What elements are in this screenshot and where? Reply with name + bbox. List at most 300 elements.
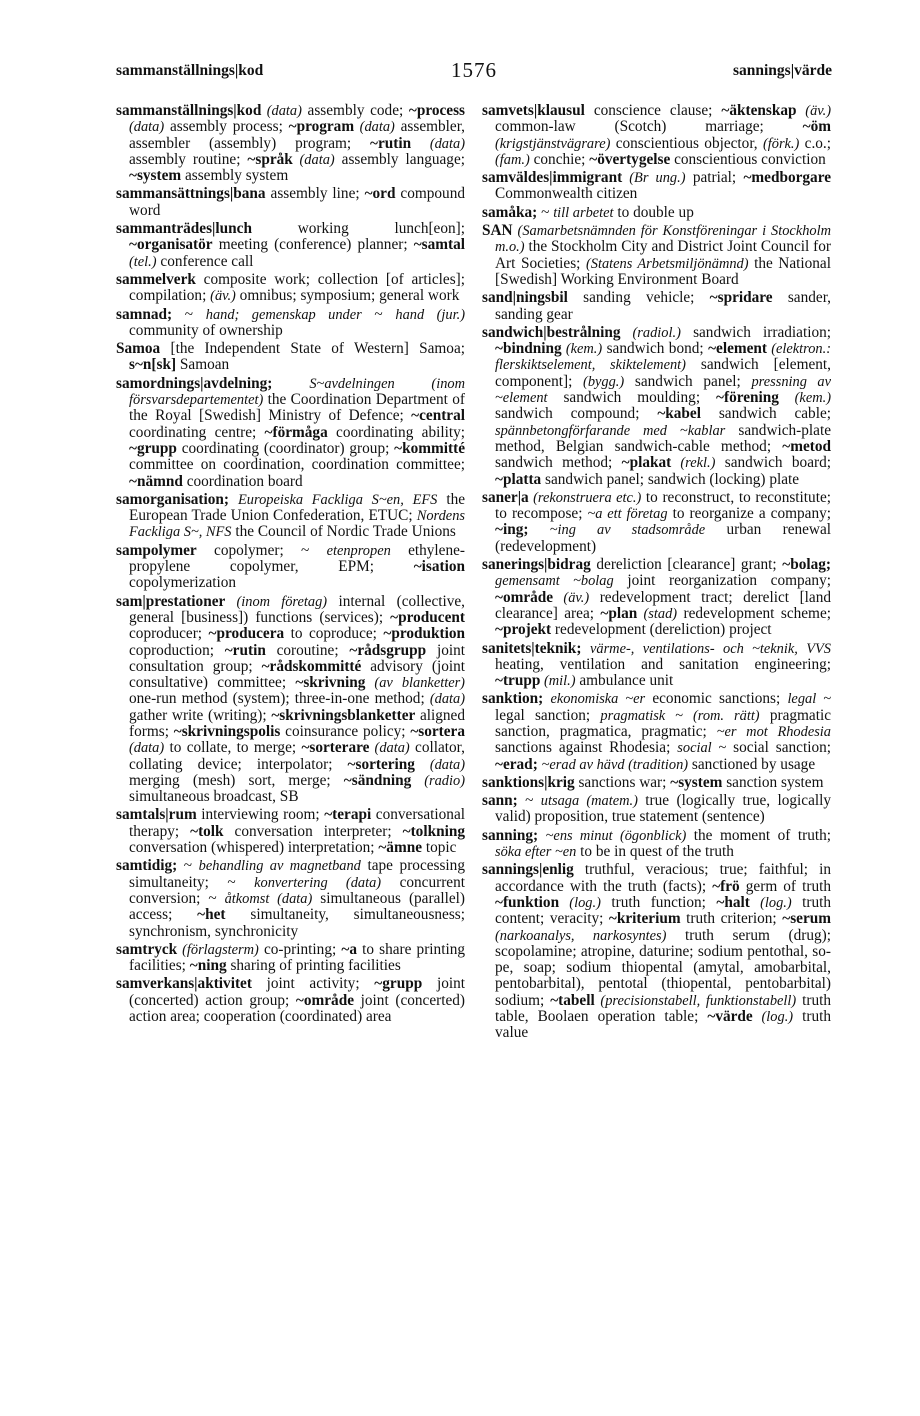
headword-text: ~halt (716, 893, 750, 911)
headword-text: sampolymer (116, 541, 197, 559)
headword-text: ~grupp (129, 439, 177, 457)
headword-text: ~ord (364, 185, 396, 203)
definition-text: simultaneous (parallel) access; (129, 889, 465, 924)
definition-text: social sanction; (726, 739, 831, 757)
definition-text: to coproduce; (284, 625, 384, 643)
definition-text: ~ (361, 305, 396, 323)
italic-label: (log.) (749, 894, 792, 911)
italic-label: (förk.) (762, 135, 800, 152)
definition-text: coordinating (coordinator) group; (176, 439, 395, 457)
definition-text (581, 640, 590, 657)
definition-text: merging (mesh) sort, merge; (129, 771, 344, 789)
headword-text: ~tolk (190, 822, 224, 840)
dictionary-entry (116, 341, 465, 374)
definition-text: collator, collating device; interpolator; (129, 739, 465, 773)
headword-text: ~plan (600, 604, 638, 622)
italic-label: (Br ung.) (622, 170, 686, 187)
headword-text: ~isation (413, 558, 465, 576)
italic-label: (tel.) (129, 253, 157, 270)
definition-text: conscientious conviction (670, 150, 826, 168)
headword-text: samorganisation; (116, 490, 230, 508)
definition-text: to be in quest of the truth (576, 843, 734, 861)
definition-text: the Stockholm City and District Joint Council for Art Societies; (495, 238, 831, 272)
headword-text: ~grupp (374, 975, 423, 993)
italic-label: (krigstjänstvägrare) (495, 135, 611, 152)
page-number: 1576 (451, 58, 497, 82)
definition-text: assembly process; (164, 118, 289, 136)
definition-text: to reconstruct, to reconstitute; to recompose; (495, 488, 831, 523)
definition-text (528, 521, 549, 538)
headword-text: ~ing; (495, 521, 529, 539)
definition-text: advisory (joint consultative) committee; (129, 657, 465, 692)
headword-text: ~sortering (347, 755, 415, 773)
italic-label: Nordens Fackliga S~, NFS (129, 508, 465, 541)
headword-text: ~spridare (709, 289, 773, 307)
headword-text: ~tabell (550, 991, 595, 1009)
definition-text: internal (collective, general [business]) functions (services); (129, 592, 465, 626)
headword-text: sammanställnings|kod (116, 102, 262, 119)
dictionary-entry (482, 793, 831, 826)
headword-text: ~ämne (378, 839, 422, 857)
italic-label: (data) (369, 740, 410, 757)
italic-label: (radio) (411, 772, 465, 789)
headword-text: samverkans|aktivitet (116, 975, 252, 993)
headword-text: ~äktenskap (721, 102, 797, 119)
italic-label: ekonomiska ~er (550, 691, 646, 708)
definition-text: coinsurance policy; (280, 722, 411, 740)
left-column (116, 103, 465, 1027)
italic-label: (kem.) (561, 341, 603, 358)
definition-text: sandwich board; (715, 454, 831, 472)
headword-text: ~område (295, 991, 354, 1009)
headword-text: SAN (482, 222, 513, 240)
headword-text: samtryck (116, 940, 178, 958)
dictionary-entry (482, 325, 831, 488)
definition-text: sharing of printing facilities (226, 957, 401, 975)
dictionary-entry (482, 290, 831, 323)
definition-text: conscientious objector, (610, 134, 763, 152)
right-column (482, 103, 831, 1044)
headword-text: sanitets|teknik; (482, 639, 582, 657)
italic-label: S~avdelningen (inom försvarsdepartementet) (129, 375, 465, 409)
headword-text: ~öm (802, 118, 831, 136)
definition-text: to reorganize a company; (667, 505, 831, 523)
definition-text: redevelopment scheme; (677, 604, 831, 622)
italic-label: ~ing av stadsområde (549, 522, 706, 539)
definition-text: conversation interpreter; (223, 822, 403, 840)
italic-label: pragmatisk ~ (rom. rätt) (600, 707, 760, 724)
definition-text: committee on coordination, coordination committee; (129, 456, 465, 474)
headword-text: ~kabel (657, 405, 701, 423)
italic-label: till arbetet (553, 204, 614, 221)
headword-text: ~platta (495, 470, 542, 488)
definition-text: Commonwealth citizen (495, 185, 638, 203)
definition-text: sanctioned by usage (688, 755, 816, 773)
headword-text: ~rutin (224, 641, 266, 659)
headword-text: ~bindning (495, 340, 562, 358)
dictionary-entry (482, 775, 831, 791)
page-header (116, 58, 832, 86)
italic-label: social ~ (677, 740, 727, 757)
dictionary-entry (482, 557, 831, 638)
definition-text: joint consultation group; (129, 641, 465, 675)
dictionary-entry (482, 223, 831, 288)
definition-text (272, 375, 309, 392)
definition-text: ~ (537, 203, 554, 221)
definition-text: conversation (whispered) interpretation; (129, 839, 379, 857)
definition-text: Samoan (176, 356, 230, 374)
headword-text: ~tolkning (402, 822, 465, 840)
italic-label: (Samarbetsnämnden för Konstföreningar i Stockholm m.o.) (495, 223, 831, 256)
headword-text: sam|prestationer (116, 592, 226, 610)
definition-text: the National [Swedish] Working Environment Board (495, 254, 831, 288)
right-running-headword: sannings|värde (732, 62, 832, 79)
definition-text: the European Trade Union Confederation, ETUC; (129, 490, 466, 525)
dictionary-entry (482, 170, 831, 203)
definition-text: common-law (Scotch) marriage; (495, 118, 803, 136)
italic-label: (log.) (559, 894, 601, 911)
headword-text: Samoa (116, 340, 161, 358)
headword-text: ~bolag; (782, 556, 831, 574)
italic-label: (kem.) (778, 390, 831, 407)
definition-text: sandwich panel; (624, 372, 752, 390)
definition-text: sandwich method; (495, 454, 622, 472)
italic-label: Europeiska Fackliga S~en, EFS (238, 491, 438, 508)
definition-text: sandwich moulding; (547, 389, 717, 407)
italic-label: hand (jur.) (395, 306, 465, 323)
headword-text: ~ning (189, 957, 227, 975)
definition-text: co-printing; (258, 940, 342, 958)
italic-label: utsaga (matem.) (540, 793, 638, 810)
headword-text: sannings|enlig (482, 861, 574, 879)
dictionary-entry (482, 490, 831, 555)
headword-text: ~het (197, 906, 226, 924)
definition-text: sander, sanding gear (495, 289, 831, 323)
headword-text: ~projekt (495, 621, 552, 639)
headword-text: ~erad; (495, 755, 538, 773)
italic-label: (narkoanalys, narkosyntes) (495, 927, 667, 944)
dictionary-entry (482, 103, 831, 168)
dictionary-entry (116, 492, 465, 541)
headword-text: ~rådsgrupp (349, 641, 427, 659)
headword-text: samtidig; (116, 857, 178, 875)
definition-text: joint (concerted) action group; (129, 975, 465, 1009)
definition-text: joint (concerted) action area; cooperation (coordinated) area (129, 991, 465, 1026)
definition-text: sanction system (722, 773, 824, 791)
definition-text: ethylene-propylene copolymer, EPM; (129, 541, 465, 576)
italic-label: (äv.) (796, 103, 832, 119)
definition-text: economic sanctions; (645, 690, 788, 708)
definition-text: ~ (177, 857, 199, 875)
definition-text: sanctions war; (574, 773, 671, 791)
definition-text: assembly language; (334, 150, 465, 168)
headword-text: ~program (288, 118, 355, 136)
definition-text: sandwich bond; (602, 340, 709, 358)
definition-text: assembly code; (301, 102, 409, 119)
definition-text: truthful, veracious; true; faithful; in accordance with the truth (facts); (495, 861, 831, 895)
italic-label: (förlagsterm) (177, 941, 259, 958)
definition-text: the moment of truth; (686, 826, 831, 844)
italic-label: (data) (261, 103, 302, 119)
headword-text: ~skrivningsblanketter (271, 706, 416, 724)
italic-label: (bygg.) (583, 373, 625, 390)
italic-label: hand; gemenskap under (205, 306, 362, 323)
definition-text: sanctions against Rhodesia; (495, 739, 678, 757)
definition-text: joint reorganization company; (613, 572, 831, 590)
definition-text: tape processing simultaneity; ~ (129, 857, 465, 891)
definition-text: urban renewal (redevelopment) (495, 521, 832, 555)
definition-text: to collate, to merge; (164, 739, 302, 757)
headword-text: ~skrivning (295, 674, 366, 692)
headword-text: sammanträdes|lunch (116, 220, 252, 238)
dictionary-entry (116, 543, 465, 592)
headword-text: samnad; (116, 305, 173, 323)
definition-text: sandwich cable; (700, 405, 831, 423)
headword-text: ~område (495, 588, 554, 606)
italic-label: (data) (429, 691, 465, 708)
definition-text: coordination board (182, 472, 303, 490)
italic-label: (äv.) (210, 288, 236, 305)
definition-text: one-run method (system); three-in-one method; (129, 690, 430, 708)
definition-text: copolymerization (129, 574, 237, 592)
headword-text: ~process (408, 102, 465, 119)
dictionary-entry (116, 942, 465, 975)
headword-text: sammelverk (116, 270, 196, 288)
definition-text: legal sanction; (495, 706, 601, 724)
headword-text: samväldes|immigrant (482, 169, 623, 187)
dictionary-entry (116, 103, 465, 184)
headword-text: sanktion; (482, 690, 544, 708)
definition-text: assembly line; (265, 185, 365, 203)
definition-text: sandwich-plate method, Belgian sandwich-cable method; (495, 421, 831, 455)
definition-text: omnibus; symposium; general work (235, 287, 460, 305)
headword-text: ~nämnd (129, 472, 183, 490)
definition-text: conversational therapy; (129, 806, 465, 840)
definition-text (229, 491, 238, 508)
definition-text: to double up (613, 203, 694, 221)
italic-label: (elektron.: flerskiktselement, skiktelement) (495, 341, 831, 374)
headword-text: ~serum (782, 910, 831, 928)
italic-label: spännbetongförfarande med ~kablar (495, 422, 726, 439)
definition-text: redevelopment tract; derelict [land clearance] area; (495, 588, 832, 622)
dictionary-entry (482, 641, 831, 690)
headword-text: saner|a (482, 488, 529, 506)
headword-text: ~övertygelse (589, 150, 671, 168)
italic-label: gemensamt ~bolag (495, 573, 614, 590)
italic-label: (data) (292, 151, 335, 168)
italic-label: (data) (354, 119, 395, 136)
headword-text: ~producent (390, 608, 465, 626)
headword-text: ~funktion (495, 893, 560, 911)
definition-text: conference call (156, 252, 254, 270)
definition-text: c.o.; (799, 134, 831, 152)
headword-text: ~kommitté (394, 439, 465, 457)
definition-text: sanding vehicle; (567, 289, 710, 307)
definition-text: coordinating centre; (129, 423, 265, 441)
headword-text: ~system (670, 773, 723, 791)
definition-text: truth content; veracity; (495, 893, 832, 928)
italic-label: (mil.) (540, 673, 576, 690)
definition-text: ~ (517, 792, 541, 810)
dictionary-entry (482, 691, 831, 772)
headword-text: ~sändning (343, 771, 412, 789)
headword-text: samåka; (482, 203, 538, 221)
italic-label: (av blanketter) (365, 675, 465, 692)
definition-text: assembly system (181, 167, 289, 185)
dictionary-entry (482, 862, 831, 1041)
headword-text: ~språk (247, 150, 293, 168)
italic-label: (data) (411, 135, 465, 152)
headword-text: sanerings|bidrag (482, 556, 591, 574)
headword-text: samvets|klausul (482, 102, 585, 119)
definition-text: conchie; (529, 150, 590, 168)
definition-text: working lunch[eon]; (251, 220, 465, 238)
headword-text: ~skrivningspolis (173, 722, 281, 740)
definition-text: dereliction [clearance] grant; (590, 556, 783, 574)
definition-text: coroutine; (265, 641, 350, 659)
headword-text: ~rutin (370, 134, 412, 152)
headword-text: sanktions|krig (482, 773, 575, 791)
definition-text: assembly routine; (129, 150, 248, 168)
headword-text: sanning; (482, 826, 539, 844)
definition-text (538, 827, 546, 844)
dictionary-entry (116, 376, 465, 490)
headword-text: sann; (482, 792, 518, 810)
italic-label: (Statens Arbetsmiljönämnd) (585, 255, 749, 272)
italic-label: värme-, ventilations- och ~teknik, VVS (590, 640, 831, 657)
definition-text: patrial; (685, 169, 744, 187)
definition-text: the Coordination Department of the Royal [Swedish] Ministry of Defence; (129, 391, 465, 425)
headword-text: ~förmåga (264, 423, 328, 441)
definition-text: germ of truth (739, 877, 831, 895)
definition-text: heating, ventilation and sanitation engineering; (495, 655, 831, 673)
headword-text: s~n[sk] (129, 356, 177, 374)
definition-text: truth criterion; (680, 910, 783, 928)
italic-label: söka efter ~en (495, 844, 577, 861)
definition-text: [the Independent State of Western] Samoa; (160, 340, 465, 358)
headword-text: ~samtal (413, 236, 465, 254)
headword-text: ~frö (712, 877, 740, 895)
definition-text: sandwich irradiation; (680, 323, 831, 341)
italic-label: (radiol.) (620, 324, 681, 341)
definition-text: true (logically true, logically valid) proposition, true statement (sentence) (495, 792, 832, 826)
definition-text: topic (422, 839, 457, 857)
definition-text: meeting (conference) planner; (212, 236, 414, 254)
definition-text: the Council of Nordic Trade Unions (231, 523, 456, 541)
italic-label: (äv.) (553, 589, 590, 606)
italic-label: åtkomst (data) (224, 890, 313, 907)
headword-text: ~förening (716, 389, 779, 407)
definition-text: assembler, assembler (assembly) program; (129, 118, 466, 152)
headword-text: ~medborgare (743, 169, 831, 187)
italic-label: ~ens minut (ögonblick) (545, 827, 687, 844)
dictionary-entry (116, 858, 465, 939)
headword-text: ~central (411, 407, 465, 425)
italic-label: (precisionstabell, funktionstabell) (594, 992, 797, 1009)
italic-label: (data) (129, 119, 165, 136)
left-running-headword: sammanställnings|kod (116, 62, 264, 79)
dictionary-entry (116, 272, 465, 305)
definition-text: simultaneous broadcast, SB (129, 788, 299, 806)
headword-text: ~sortera (410, 722, 465, 740)
definition-text: aligned forms; (129, 706, 465, 740)
headword-text: ~system (129, 167, 182, 185)
headword-text: ~terapi (324, 806, 372, 824)
italic-label: (data) (414, 756, 465, 773)
headword-text: ~element (708, 340, 767, 358)
italic-label: (rekl.) (671, 455, 716, 472)
headword-text: sandwich|bestrålning (482, 323, 621, 341)
dictionary-entry (116, 307, 465, 340)
headword-text: ~sorterare (301, 739, 370, 757)
dictionary-entry (116, 186, 465, 219)
italic-label: (fam.) (495, 151, 530, 168)
italic-label: ~a ett företag (587, 506, 668, 523)
italic-label: (log.) (752, 1009, 794, 1026)
definition-text: coproducer; (129, 625, 209, 643)
definition-text: sandwich compound; (495, 405, 658, 423)
headword-text: ~rådskommitté (261, 657, 362, 675)
dictionary-entry (482, 205, 831, 221)
definition-text: simultaneity, simultaneousness; synchronism, synchronicity (129, 906, 465, 940)
italic-label: ~er mot Rhodesia (716, 723, 831, 740)
definition-text: pragmatic sanction, pragmatica, pragmatic; (495, 706, 831, 740)
headword-text: ~värde (707, 1008, 753, 1026)
italic-label: legal ~ (787, 691, 831, 708)
italic-label: etenpropen (326, 542, 391, 559)
definition-text: truth serum (drug); scopolamine; atropine, daturine; sodium pentothal, so-pe, soap; sodium thiopental (amytal, amobarbital, pentobarbital), pentotal (thiopental, pentobarbital) sodium; (495, 926, 831, 1009)
headword-text: sammansättnings|bana (116, 185, 266, 203)
definition-text: ~ (172, 305, 206, 323)
italic-label: behandling av magnetband (198, 858, 361, 875)
definition-text: community of ownership (129, 321, 283, 339)
headword-text: ~produktion (383, 625, 466, 643)
italic-label: (rekonstruera etc.) (528, 489, 642, 506)
headword-text: ~metod (782, 437, 831, 455)
italic-label: ~erad av hävd (tradition) (541, 756, 689, 773)
italic-label: pressning av ~element (495, 373, 831, 407)
headword-text: ~plakat (621, 454, 672, 472)
italic-label: (inom företag) (225, 593, 328, 610)
dictionary-entry (116, 594, 465, 806)
definition-text: composite work; collection [of articles]; compilation; (129, 270, 465, 305)
definition-text: gather write (writing); (129, 706, 272, 724)
headword-text: ~kriterium (608, 910, 681, 928)
definition-text: conscience clause; (584, 102, 722, 119)
definition-text: sandwich panel; sandwich (locking) plate (541, 470, 800, 488)
definition-text: compound word (129, 185, 466, 219)
definition-text: interviewing room; (196, 806, 325, 824)
italic-label: (stad) (637, 605, 678, 622)
headword-text: ~trupp (495, 672, 541, 690)
definition-text: truth value (495, 1008, 832, 1042)
definition-text: joint activity; (251, 975, 375, 993)
definition-text: copolymer; ~ (196, 541, 327, 559)
headword-text: sand|ningsbil (482, 289, 568, 307)
definition-text: ambulance unit (575, 672, 674, 690)
headword-text: ~a (341, 940, 357, 958)
definition-text: sandwich [element, component]; (495, 356, 831, 390)
italic-label: (data) (129, 740, 165, 757)
dictionary-entry (116, 807, 465, 856)
headword-text: ~producera (208, 625, 285, 643)
definition-text: truth table, Boolaen operation table; (495, 991, 832, 1026)
definition-text: redevelopment (dereliction) project (551, 621, 772, 639)
definition-text: concurrent conversion; ~ (129, 873, 465, 907)
definition-text: truth function; (600, 893, 717, 911)
headword-text: samtals|rum (116, 806, 197, 824)
dictionary-entry (116, 976, 465, 1025)
